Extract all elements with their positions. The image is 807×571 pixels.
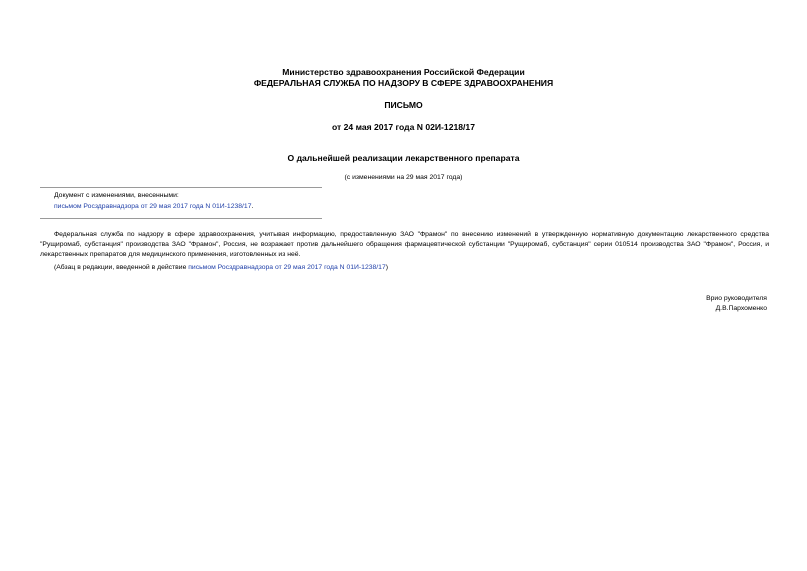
signatory-position: Врио руководителя [706, 295, 767, 302]
changes-bottom-divider [40, 218, 322, 219]
signatory-name: Д.В.Пархоменко [715, 305, 767, 312]
edit-note-prefix: (Абзац в редакции, введенной в действие [54, 264, 189, 271]
changes-entry-suffix: . [251, 203, 254, 210]
edit-note [54, 263, 388, 273]
changes-label: Документ с изменениями, внесенными: [54, 192, 179, 199]
document-date-number: от 24 мая 2017 года N 02И-1218/17 [332, 122, 475, 132]
changes-entry [54, 202, 253, 212]
document-title: О дальнейшей реализации лекарственного препарата [287, 153, 520, 163]
main-paragraph: Федеральная служба по надзору в сфере здравоохранения, учитывая информацию, предоставленную ЗАО "Фрамон" по внесению изменений в утвержденную нормативную документацию лекарственного средства "Рущиромаб, субстанция" производства ЗАО "Фрамон", Россия, не возражает против дальнейшего обращения фармацевтической субстанции "Рущиромаб, субстанция" серии 010514 производства ЗАО "Фрамон", Россия, и лекарственных препаратов для медицинского применения, изготовленных из неё. [40, 231, 769, 258]
edit-note-link[interactable]: письмом Росздравнадзора от 29 мая 2017 года N 01И-1238/17 [188, 264, 386, 271]
changes-top-divider [40, 187, 322, 188]
document-type: ПИСЬМО [384, 100, 423, 110]
amendments-note: (с изменениями на 29 мая 2017 года) [344, 174, 463, 181]
amending-letter-link[interactable]: письмом Росздравнадзора от 29 мая 2017 года N 01И-1238/17 [54, 203, 252, 210]
service-heading: ФЕДЕРАЛЬНАЯ СЛУЖБА ПО НАДЗОРУ В СФЕРЕ ЗДРАВООХРАНЕНИЯ [253, 78, 554, 88]
ministry-heading: Министерство здравоохранения Российской Федерации [282, 67, 525, 77]
edit-note-suffix: ) [385, 264, 389, 271]
